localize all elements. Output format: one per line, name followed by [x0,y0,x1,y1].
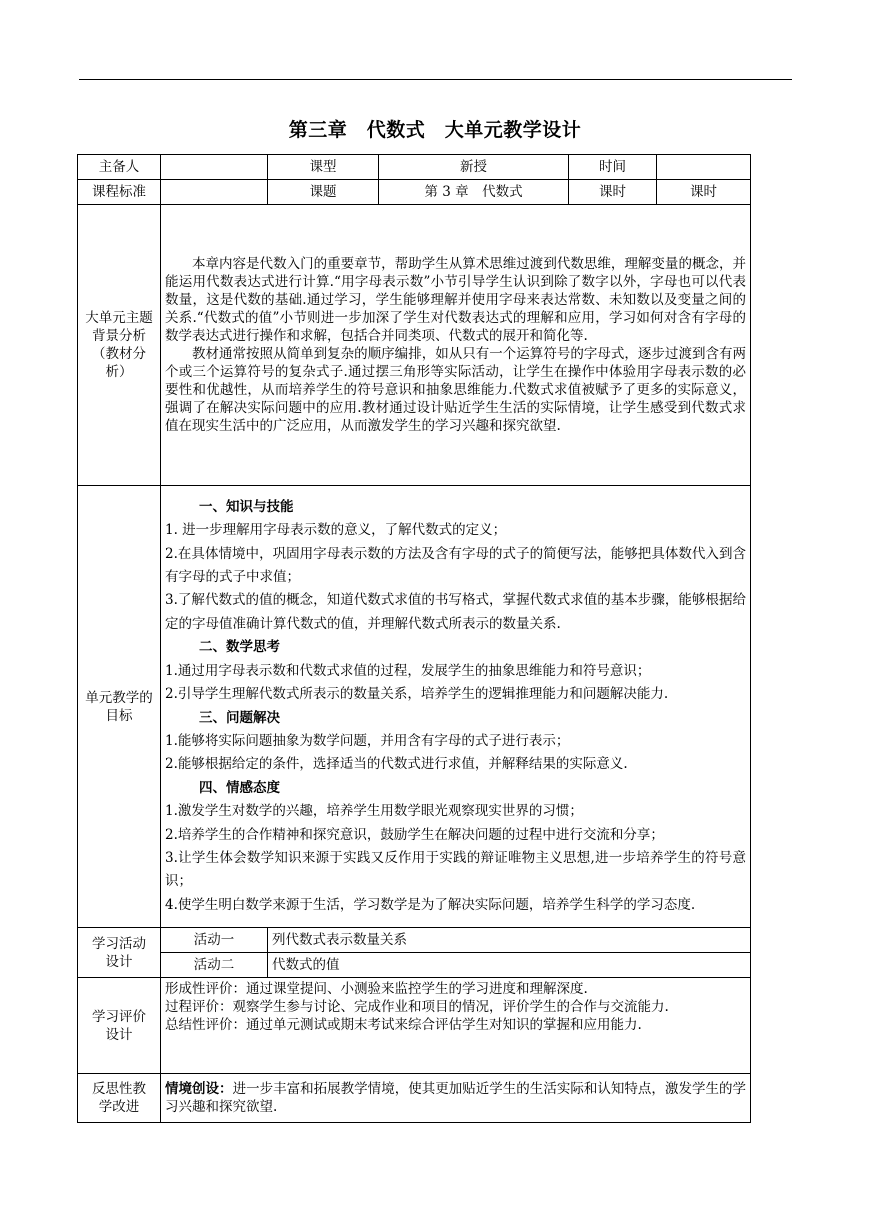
objective-item: 1.能够将实际问题抽象为数学问题，并用含有字母的式子进行表示； [165,732,570,749]
activities-label: 学习活动设计 [78,928,161,978]
lesson-plan-table [77,154,751,1123]
standard-label: 课程标准 [78,180,161,205]
objective-heading: 一、知识与技能 [199,498,294,515]
activity-row-2 [78,953,751,978]
reflection-text: 进一步丰富和拓展教学情境，使其更加贴近学生的生活实际和认知特点，激发学生的学习兴趣和探究欲望. [165,1081,747,1115]
standard-value [161,180,268,205]
objective-item: 1.通过用字母表示数和代数式求值的过程，发展学生的抽象思维能力和符号意识； [165,662,651,679]
preparer-label: 主备人 [78,155,161,180]
reflection-content [161,1074,751,1123]
background-label: 大单元主题背景分析（教材分析） [78,205,161,486]
objective-item: 2.培养学生的合作精神和探究意识，鼓励学生在解决问题的过程中进行交流和分享； [165,826,664,843]
background-paragraph: 教材通常按照从简单到复杂的顺序编排，如从只有一个运算符号的字母式，逐步过渡到含有两个或三个运算符号的复杂式子.通过摆三角形等实际活动，让学生在操作中体验用字母表示数的必要性和优越性，从而培养学生的符号意识和抽象思维能力.代数式求值被赋予了更多的实际意义，强调了在解决实际问题中的应用.教材通过设计贴近学生生活的实际情境，让学生感受到代数式求值在现实生活中的广泛应用，从而激发学生的学习兴趣和探究欲望. [165,346,746,434]
reflection-row [78,1074,751,1123]
period-label: 课时 [569,180,657,205]
objective-item: 1. 进一步理解用字母表示数的意义，了解代数式的定义； [165,522,507,539]
objective-heading: 四、情感态度 [199,779,280,796]
period-value: 课时 [657,180,751,205]
evaluation-item: 形成性评价：通过课堂提问、小测验来监控学生的学习进度和理解深度. [165,981,588,997]
reflection-lead: 情境创设： [165,1081,233,1097]
evaluation-label: 学习评价设计 [78,978,161,1074]
objective-item: 3.了解代数式的值的概念，知道代数式求值的书写格式，掌握代数式求值的基本步骤，能够根据给定的字母值准确计算代数式的值，并理解代数式所表示的数量关系. [165,592,746,632]
evaluation-item: 总结性评价：通过单元测试或期末考试来综合评估学生对知识的掌握和应用能力. [165,1017,642,1033]
time-value [657,155,751,180]
background-paragraph: 本章内容是代数入门的重要章节，帮助学生从算术思维过渡到代数思维，理解变量的概念，并能运用代数表达式进行计算.“用字母表示数”小节引导学生认识到除了数字以外，字母也可以代表数量，这是代数的基础.通过学习，学生能够理解并使用字母来表达常数、未知数以及变量之间的关系.“代数式的值”小节则进一步加深了学生对代数表达式的理解和应用，学习如何对含有字母的数学表达式进行操作和求解，包括合并同类项、代数式的展开和简化等. [165,256,746,344]
preparer-value [161,155,268,180]
background-content [161,205,751,486]
objectives-label: 单元教学的目标 [78,486,161,928]
evaluation-content [161,978,751,1074]
objective-item: 4.使学生明白数学来源于生活，学习数学是为了解决实际问题，培养学生科学的学习态度. [165,896,696,913]
header-rule [79,79,792,80]
objective-item: 2.在具体情境中，巩固用字母表示数的方法及含有字母的式子的简便写法，能够把具体数代入到含有字母的式子中求值； [165,545,746,586]
evaluation-item: 过程评价：观察学生参与讨论、完成作业和项目的情况，评价学生的合作与交流能力. [165,999,669,1015]
objective-item: 2.引导学生理解代数式所表示的数量关系，培养学生的逻辑推理能力和问题解决能力. [165,686,669,703]
activity-name: 活动一 [161,928,268,953]
reflection-label: 反思性教学改进 [78,1074,161,1123]
evaluation-row [78,978,751,1074]
header-row-2 [78,180,751,205]
activity-row-1 [78,928,751,953]
objectives-row [78,486,751,928]
page-title: 第三章 代数式 大单元教学设计 [288,119,582,141]
time-label: 时间 [569,155,657,180]
lesson-type-label: 课型 [268,155,379,180]
objective-heading: 三、问题解决 [199,709,280,726]
activity-content: 列代数式表示数量关系 [268,928,751,953]
topic-label: 课题 [268,180,379,205]
objective-item: 2.能够根据给定的条件，选择适当的代数式进行求值，并解释结果的实际意义. [165,756,628,773]
lesson-type-value: 新授 [379,155,569,180]
objective-item: 1.激发学生对数学的兴趣，培养学生用数学眼光观察现实世界的习惯； [165,803,583,820]
objective-item: 3.让学生体会数学知识来源于实践又反作用于实践的辩证唯物主义思想,进一步培养学生的符号意识； [165,849,746,890]
objectives-content [161,486,751,928]
activity-name: 活动二 [161,953,268,978]
topic-value: 第 3 章 代数式 [379,180,569,205]
activity-content: 代数式的值 [268,953,751,978]
header-row-1 [78,155,751,180]
background-row [78,205,751,486]
objective-heading: 二、数学思考 [199,639,280,656]
